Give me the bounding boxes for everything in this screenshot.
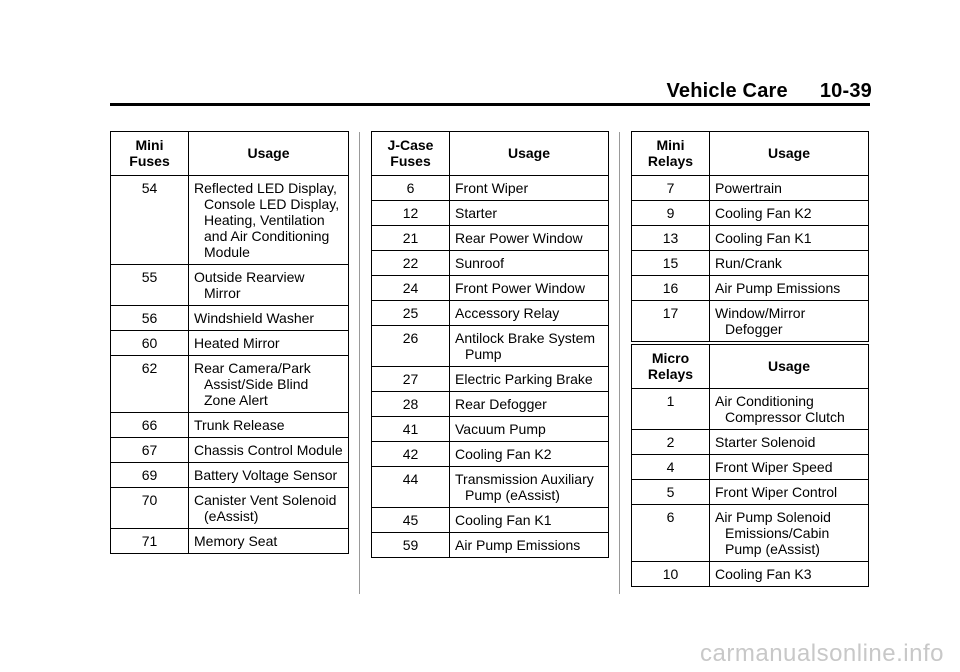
fuse-number: 17 <box>632 301 710 342</box>
table-row <box>372 226 609 251</box>
table-row <box>111 306 349 331</box>
fuse-number: 1 <box>632 389 710 430</box>
table-row <box>372 301 609 326</box>
fuse-usage: Front Wiper <box>450 176 609 201</box>
j-case-fuses-table <box>371 131 609 558</box>
table-row <box>632 455 869 480</box>
fuse-usage: Cooling Fan K3 <box>710 562 869 587</box>
table-row <box>632 276 869 301</box>
table-row <box>632 251 869 276</box>
fuse-number: 25 <box>372 301 450 326</box>
fuse-number: 2 <box>632 430 710 455</box>
fuse-number: 26 <box>372 326 450 367</box>
mini-fuses-table <box>110 131 349 554</box>
fuse-number: 55 <box>111 265 189 306</box>
table-row <box>372 201 609 226</box>
table-row <box>632 226 869 251</box>
fuse-usage: Accessory Relay <box>450 301 609 326</box>
table-row <box>372 417 609 442</box>
table-row <box>372 467 609 508</box>
table-row <box>372 533 609 558</box>
table-row <box>632 301 869 342</box>
fuse-usage: Battery Voltage Sensor <box>189 463 349 488</box>
column-header: Mini Relays <box>632 132 710 176</box>
table-row <box>372 392 609 417</box>
fuse-usage: Rear Power Window <box>450 226 609 251</box>
fuse-usage: Powertrain <box>710 176 869 201</box>
fuse-usage: Front Power Window <box>450 276 609 301</box>
fuse-usage: Front Wiper Control <box>710 480 869 505</box>
fuse-usage: Cooling Fan K2 <box>450 442 609 467</box>
table-row <box>372 367 609 392</box>
mini-relays-header-row <box>632 132 869 176</box>
table-row <box>372 276 609 301</box>
fuse-usage: Outside Rearview Mirror <box>189 265 349 306</box>
fuse-usage: Rear Defogger <box>450 392 609 417</box>
table-row <box>632 176 869 201</box>
page-number: 10-39 <box>819 80 872 102</box>
table-row <box>372 508 609 533</box>
fuse-usage: Heated Mirror <box>189 331 349 356</box>
fuse-number: 7 <box>632 176 710 201</box>
fuse-usage: Reflected LED Display, Console LED Display, Heating, Ventilation and Air Conditioning Module <box>189 176 349 265</box>
fuse-usage: Vacuum Pump <box>450 417 609 442</box>
fuse-number: 44 <box>372 467 450 508</box>
fuse-number: 6 <box>632 505 710 562</box>
fuse-number: 45 <box>372 508 450 533</box>
fuse-number: 56 <box>111 306 189 331</box>
j-case-fuses-header-row <box>372 132 609 176</box>
fuse-number: 22 <box>372 251 450 276</box>
fuse-usage: Chassis Control Module <box>189 438 349 463</box>
column-divider-2 <box>619 132 620 594</box>
fuse-number: 16 <box>632 276 710 301</box>
usage-header: Usage <box>189 132 349 176</box>
usage-header: Usage <box>710 345 869 389</box>
table-row <box>111 463 349 488</box>
fuse-usage: Transmission Auxiliary Pump (eAssist) <box>450 467 609 508</box>
table-row <box>372 326 609 367</box>
table-row <box>111 438 349 463</box>
fuse-usage: Air Conditioning Compressor Clutch <box>710 389 869 430</box>
table-row <box>632 430 869 455</box>
fuse-usage: Starter Solenoid <box>710 430 869 455</box>
fuse-number: 21 <box>372 226 450 251</box>
fuse-number: 5 <box>632 480 710 505</box>
mini-fuses-header-row <box>111 132 349 176</box>
fuse-usage: Air Pump Solenoid Emissions/Cabin Pump (eAssist) <box>710 505 869 562</box>
page-header <box>666 80 872 103</box>
fuse-usage: Front Wiper Speed <box>710 455 869 480</box>
usage-header: Usage <box>450 132 609 176</box>
fuse-number: 15 <box>632 251 710 276</box>
table-row <box>632 505 869 562</box>
fuse-usage: Air Pump Emissions <box>710 276 869 301</box>
table-row <box>632 389 869 430</box>
fuse-usage: Cooling Fan K1 <box>450 508 609 533</box>
fuse-number: 27 <box>372 367 450 392</box>
fuse-number: 6 <box>372 176 450 201</box>
table-row <box>632 562 869 587</box>
fuse-usage: Rear Camera/Park Assist/Side Blind Zone Alert <box>189 356 349 413</box>
fuse-usage: Window/Mirror Defogger <box>710 301 869 342</box>
fuse-number: 62 <box>111 356 189 413</box>
table-row <box>372 251 609 276</box>
table-row <box>372 442 609 467</box>
fuse-number: 24 <box>372 276 450 301</box>
column-header: J-Case Fuses <box>372 132 450 176</box>
column-header: Micro Relays <box>632 345 710 389</box>
table-row <box>111 265 349 306</box>
table-row <box>111 176 349 265</box>
table-row <box>111 488 349 529</box>
fuse-usage: Cooling Fan K2 <box>710 201 869 226</box>
fuse-number: 69 <box>111 463 189 488</box>
fuse-usage: Antilock Brake System Pump <box>450 326 609 367</box>
table-row <box>632 480 869 505</box>
table-row <box>111 413 349 438</box>
watermark-text: carmanualsonline.info <box>700 640 944 667</box>
fuse-number: 59 <box>372 533 450 558</box>
fuse-usage: Trunk Release <box>189 413 349 438</box>
fuse-number: 9 <box>632 201 710 226</box>
fuse-number: 54 <box>111 176 189 265</box>
fuse-number: 12 <box>372 201 450 226</box>
fuse-usage: Windshield Washer <box>189 306 349 331</box>
fuse-number: 28 <box>372 392 450 417</box>
fuse-usage: Sunroof <box>450 251 609 276</box>
table-row <box>111 529 349 554</box>
table-row <box>632 201 869 226</box>
fuse-number: 13 <box>632 226 710 251</box>
fuse-number: 42 <box>372 442 450 467</box>
fuse-number: 41 <box>372 417 450 442</box>
header-rule <box>110 103 870 106</box>
fuse-usage: Cooling Fan K1 <box>710 226 869 251</box>
fuse-usage: Canister Vent Solenoid (eAssist) <box>189 488 349 529</box>
mini-relays-table <box>631 131 869 342</box>
fuse-usage: Memory Seat <box>189 529 349 554</box>
micro-relays-header-row <box>632 345 869 389</box>
table-row <box>111 356 349 413</box>
fuse-usage: Run/Crank <box>710 251 869 276</box>
fuse-number: 4 <box>632 455 710 480</box>
fuse-number: 60 <box>111 331 189 356</box>
column-divider-1 <box>359 132 360 594</box>
table-row <box>372 176 609 201</box>
usage-header: Usage <box>710 132 869 176</box>
section-title: Vehicle Care <box>666 80 788 102</box>
fuse-usage: Electric Parking Brake <box>450 367 609 392</box>
micro-relays-table <box>631 344 869 587</box>
column-header: Mini Fuses <box>111 132 189 176</box>
fuse-number: 67 <box>111 438 189 463</box>
table-row <box>111 331 349 356</box>
fuse-usage: Air Pump Emissions <box>450 533 609 558</box>
fuse-number: 10 <box>632 562 710 587</box>
fuse-number: 70 <box>111 488 189 529</box>
fuse-number: 66 <box>111 413 189 438</box>
fuse-usage: Starter <box>450 201 609 226</box>
fuse-number: 71 <box>111 529 189 554</box>
